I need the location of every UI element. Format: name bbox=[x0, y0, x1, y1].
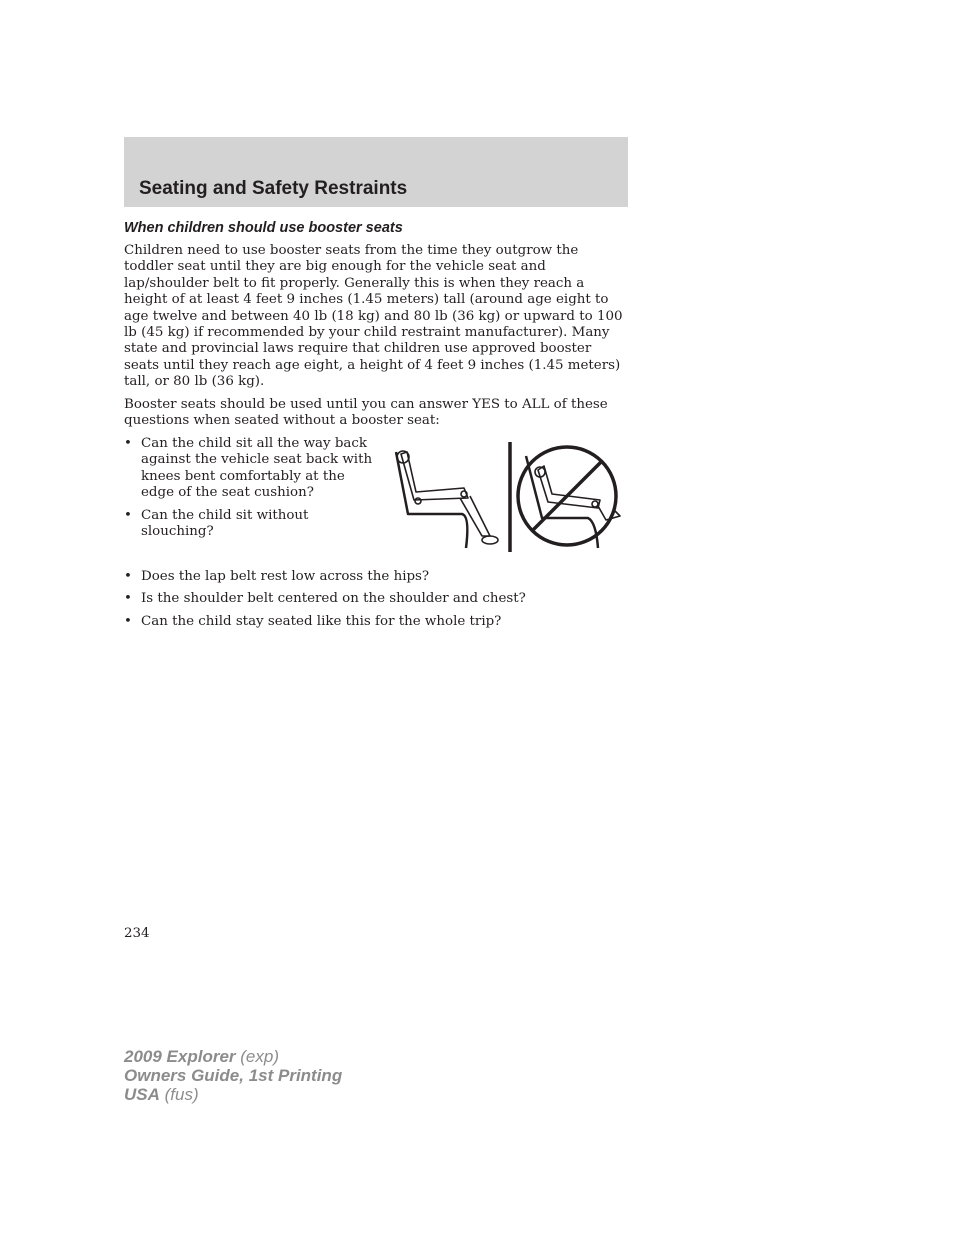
footer-market: USA bbox=[124, 1085, 160, 1104]
footer-model-code: (exp) bbox=[240, 1047, 279, 1066]
prohibited-icon bbox=[518, 447, 616, 545]
list-item-text: Can the child stay seated like this for the whole trip? bbox=[141, 613, 502, 629]
subheading: When children should use booster seats bbox=[124, 220, 403, 236]
bullet-list-below-figure bbox=[124, 569, 644, 636]
list-item bbox=[124, 614, 644, 630]
bullet-icon: • bbox=[124, 613, 132, 629]
list-item-text: Can the child sit without slouching? bbox=[141, 507, 309, 540]
bullet-icon: • bbox=[124, 591, 132, 607]
bullet-icon: • bbox=[124, 436, 132, 451]
list-item-text: Is the shoulder belt centered on the shoulder and chest? bbox=[141, 591, 526, 607]
bullet-icon: • bbox=[124, 507, 132, 523]
list-item-text: Can the child sit all the way back against the vehicle seat back with knees bent comfortably at the edge of the seat cushion? bbox=[141, 436, 373, 501]
section-title: Seating and Safety Restraints bbox=[139, 178, 408, 199]
bullet-list-beside-figure bbox=[124, 436, 380, 546]
incorrect-posture-figure bbox=[526, 456, 620, 548]
footer-market-code: (fus) bbox=[164, 1085, 199, 1104]
bullet-icon: • bbox=[124, 569, 132, 584]
seating-posture-illustration bbox=[392, 440, 624, 556]
page-number: 234 bbox=[124, 926, 150, 941]
list-item-text: Does the lap belt rest low across the hips? bbox=[141, 569, 430, 584]
footer-print-info bbox=[124, 1047, 342, 1104]
list-item bbox=[124, 569, 644, 585]
footer-printing: Owners Guide, 1st Printing bbox=[124, 1066, 343, 1085]
paragraph-booster-age: Children need to use booster seats from the time they outgrow the toddler seat until they are big enough for the vehicle seat and lap/shoulder belt to fit properly. Generally this is when they reach a height of at least 4 feet 9 inches (1.45 meters) tall (around age eight to age twelve and between 40 lb (18 kg) and 80 lb (36 kg) or upward to 100 lb (45 kg) if recommended by your child restraint manufacturer). Many state and provincial laws require that children use approved booster seats until they reach age eight, a height of 4 feet 9 inches (1.45 meters) tall, or 80 lb (36 kg). bbox=[124, 243, 623, 390]
correct-posture-figure bbox=[396, 451, 498, 548]
footer-line-model bbox=[124, 1047, 342, 1066]
list-item bbox=[124, 508, 380, 541]
footer-model: 2009 Explorer bbox=[124, 1047, 236, 1066]
paragraph-booster-questions: Booster seats should be used until you can answer YES to ALL of these questions when seated without a booster seat: bbox=[124, 397, 608, 429]
list-item bbox=[124, 436, 380, 502]
footer-line-market bbox=[124, 1085, 342, 1104]
list-item bbox=[124, 591, 644, 607]
